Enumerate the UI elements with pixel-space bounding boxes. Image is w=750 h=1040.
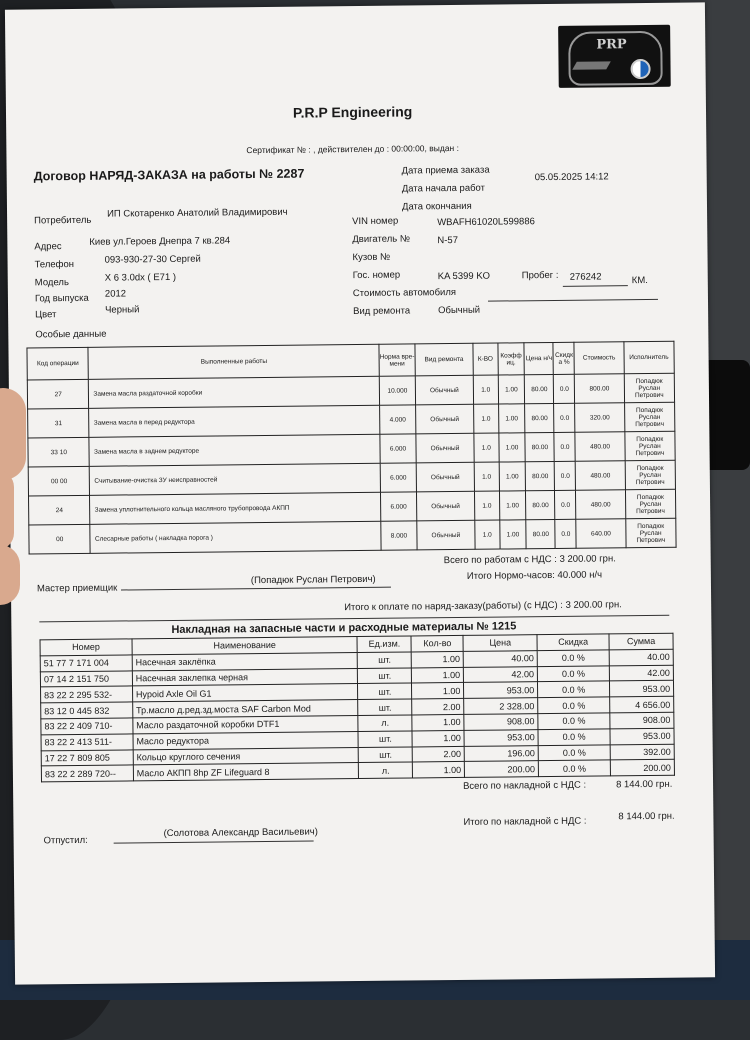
works-hours-total: Итого Нормо-часов: 40.000 н/ч <box>466 569 603 582</box>
cell-sum: 200.00 <box>610 760 674 776</box>
cell-discount: 0.0 % <box>538 681 610 698</box>
phone-label: Телефон <box>34 258 75 271</box>
car-cost-label: Стоимость автомобиля <box>352 286 457 300</box>
mileage-unit: КМ. <box>631 274 648 287</box>
mileage-label: Пробег : <box>521 269 559 282</box>
col-discount: Скидк а % <box>553 342 574 374</box>
engine-label: Двигатель № <box>352 233 411 246</box>
cell-discount: 0.0 <box>554 374 575 403</box>
cell-qty: 1.0 <box>474 462 499 491</box>
cell-discount: 0.0 <box>555 519 576 548</box>
car-cost-underline <box>488 299 658 302</box>
plate-value: KA 5399 KO <box>437 270 491 283</box>
repair-type-value: Обычный <box>438 304 481 317</box>
parts-total-value: 8 144.00 грн. <box>616 778 673 791</box>
cell-price: 80.00 <box>525 374 554 403</box>
year-value: 2012 <box>104 288 127 300</box>
cell-name: Кольцо круглого сечения <box>133 747 359 765</box>
col-name: Наименование <box>132 637 358 655</box>
cell-price: 80.00 <box>525 403 554 432</box>
col-discount: Скидка <box>537 634 609 651</box>
work-order-document <box>5 2 715 984</box>
col-qty: К-ВО <box>473 343 498 375</box>
cell-name: Насечная заклёпка <box>132 652 358 670</box>
cell-coef: 1.00 <box>499 491 526 520</box>
cell-price: 908.00 <box>464 714 538 731</box>
cell-name: Тр.масло д.ред.зд.моста SAF Carbon Mod <box>132 700 358 718</box>
cell-code: 00 <box>29 524 91 554</box>
col-cost: Стоимость <box>574 342 624 375</box>
cell-work: Замена масла раздаточной коробки <box>89 376 380 408</box>
cell-number: 07 14 2 151 750 <box>40 670 132 687</box>
cell-coef: 1.00 <box>498 375 525 404</box>
cell-price: 40.00 <box>463 650 537 667</box>
vin-label: VIN номер <box>352 215 399 228</box>
issued-by-name: (Солотова Александр Васильевич) <box>163 826 318 840</box>
cell-sum: 908.00 <box>610 712 674 728</box>
logo-m-stripes-icon <box>572 61 611 69</box>
cell-discount: 0.0 % <box>538 760 610 777</box>
cell-coef: 1.00 <box>499 520 526 549</box>
cell-worker: Попадюк Руслан Петрович <box>625 460 676 490</box>
cell-coef: 1.00 <box>498 404 525 433</box>
company-name: P.R.P Engineering <box>292 103 413 121</box>
cell-code: 31 <box>28 408 90 438</box>
cell-number: 83 22 2 295 532- <box>41 686 133 703</box>
cell-norm: 8.000 <box>381 521 417 550</box>
col-work: Выполненные работы <box>88 344 379 379</box>
address-label: Адрес <box>34 241 62 253</box>
engine-value: N-57 <box>437 234 459 247</box>
cell-price: 2 328.00 <box>464 698 538 715</box>
parts-invoice-title: Накладная на запасные части и расходные материалы № 1215 <box>171 620 517 636</box>
cell-name: Насечная заклепка черная <box>132 668 358 686</box>
cell-work: Слесарные работы ( накладка порога ) <box>90 521 381 553</box>
cell-norm: 6.000 <box>380 463 416 492</box>
cell-name: Hypoid Axle Oil G1 <box>132 684 358 702</box>
cell-price: 80.00 <box>526 461 555 490</box>
cell-price: 200.00 <box>465 761 539 778</box>
cell-code: 33 10 <box>28 437 90 467</box>
issued-by-label: Отпустил: <box>43 834 88 847</box>
cell-discount: 0.0 % <box>538 744 610 761</box>
cell-cost: 480.00 <box>575 432 624 462</box>
cell-unit: шт. <box>358 668 412 684</box>
cell-price: 80.00 <box>525 432 554 461</box>
finger <box>0 470 14 550</box>
grand-total-value: 8 144.00 грн. <box>618 810 675 823</box>
contract-title: Договор НАРЯД-ЗАКАЗА на работы № 2287 <box>33 166 305 184</box>
cell-sum: 4 656.00 <box>610 696 674 712</box>
cell-qty: 1.0 <box>473 375 498 404</box>
phone-value: 093-930-27-30 Сергей <box>104 253 201 266</box>
year-label: Год выпуска <box>34 292 89 305</box>
grand-total-label: Итого по накладной с НДС : <box>463 815 587 828</box>
cell-discount: 0.0 <box>554 403 575 432</box>
cell-unit: шт. <box>359 747 413 763</box>
cell-sum: 953.00 <box>610 681 674 697</box>
table-row <box>29 518 676 554</box>
mileage-value: 276242 <box>569 271 602 283</box>
cell-number: 83 22 2 413 511- <box>41 734 133 751</box>
plate-label: Гос. номер <box>352 269 401 282</box>
cell-type: Обычный <box>416 433 474 463</box>
special-data-label: Особые данные <box>35 328 107 341</box>
mileage-underline <box>563 285 628 287</box>
cell-unit: шт. <box>358 699 412 715</box>
cell-type: Обычный <box>415 375 473 405</box>
cell-work: Замена масла в заднем редукторе <box>89 434 380 466</box>
order-pay-total: Итого к оплате по наряд-заказу(работы) (с НДС) : 3 200.00 грн. <box>344 599 622 614</box>
cell-type: Обычный <box>417 520 475 550</box>
cell-unit: шт. <box>358 731 412 747</box>
col-repair-type: Вид ремонта <box>415 343 473 376</box>
col-unit: Ед.изм. <box>357 636 411 652</box>
cell-qty: 1.00 <box>412 730 464 746</box>
parts-total-label: Всего по накладной с НДС : <box>463 779 587 792</box>
cell-name: Масло раздаточной коробки DTF1 <box>133 716 359 734</box>
cell-type: Обычный <box>416 462 474 492</box>
cell-price: 42.00 <box>464 666 538 683</box>
cell-sum: 42.00 <box>609 665 673 681</box>
cell-unit: шт. <box>358 652 412 668</box>
cell-qty: 1.00 <box>412 651 464 667</box>
col-number: Номер <box>40 639 132 656</box>
cell-discount: 0.0 % <box>537 665 609 682</box>
cell-unit: л. <box>358 715 412 731</box>
cell-qty: 1.0 <box>474 433 499 462</box>
cell-number: 83 12 0 445 832 <box>41 702 133 719</box>
cell-type: Обычный <box>415 404 473 434</box>
model-value: X 6 3.0dx ( E71 ) <box>104 271 177 284</box>
model-label: Модель <box>34 277 69 289</box>
col-price: Цена н/ч <box>524 342 553 374</box>
consumer-label: Потребитель <box>34 214 92 227</box>
cell-code: 27 <box>27 379 89 409</box>
cell-cost: 640.00 <box>576 519 625 549</box>
received-date-value: 05.05.2025 14:12 <box>534 171 609 184</box>
cell-cost: 480.00 <box>576 461 625 491</box>
cell-number: 51 77 7 171 004 <box>40 655 132 672</box>
cell-qty: 2.00 <box>412 746 464 762</box>
cell-qty: 1.00 <box>412 714 464 730</box>
cell-norm: 6.000 <box>381 492 417 521</box>
address-value: Киев ул.Героев Днепра 7 кв.284 <box>89 235 231 248</box>
cell-discount: 0.0 % <box>538 713 610 730</box>
master-label: Мастер приемщик <box>36 582 118 595</box>
cell-type: Обычный <box>416 491 474 521</box>
company-logo <box>558 25 671 88</box>
col-worker: Исполнитель <box>624 341 675 374</box>
vin-value: WBAFH61020L599886 <box>437 216 535 229</box>
color-label: Цвет <box>35 309 57 321</box>
cell-norm: 6.000 <box>380 434 416 463</box>
cell-discount: 0.0 % <box>537 650 609 667</box>
issued-signature-line <box>114 841 314 844</box>
master-signature-line <box>121 587 391 591</box>
end-date-label: Дата окончания <box>401 200 472 213</box>
color-value: Черный <box>105 304 140 316</box>
bmw-roundel-icon <box>630 59 650 79</box>
parts-table <box>40 633 675 783</box>
works-total: Всего по работам с НДС : 3 200.00 грн. <box>443 553 616 567</box>
cell-qty: 1.0 <box>474 491 499 520</box>
cell-worker: Попадюк Руслан Петрович <box>624 431 675 461</box>
cell-work: Считывание-очистка ЗУ неисправностей <box>90 463 381 495</box>
received-date-label: Дата приема заказа <box>401 164 490 177</box>
cell-number: 83 22 2 409 710- <box>41 718 133 735</box>
cell-discount: 0.0 % <box>538 697 610 714</box>
cell-worker: Попадюк Руслан Петрович <box>625 518 676 548</box>
cell-number: 17 22 7 809 805 <box>41 749 133 766</box>
col-sum: Сумма <box>609 633 673 649</box>
cell-cost: 320.00 <box>575 403 624 433</box>
col-coef: Коэфф иц. <box>497 343 524 375</box>
cell-price: 953.00 <box>464 729 538 746</box>
cell-norm: 10.000 <box>379 376 415 405</box>
logo-text: PRP <box>596 37 627 53</box>
cell-cost: 800.00 <box>575 374 624 404</box>
cell-qty: 1.00 <box>412 667 464 683</box>
cell-sum: 953.00 <box>610 728 674 744</box>
cell-discount: 0.0 <box>554 432 575 461</box>
cell-name: Масло редуктора <box>133 731 359 749</box>
cell-work: Замена масла в перед редуктора <box>89 405 380 437</box>
cell-discount: 0.0 % <box>538 729 610 746</box>
cell-norm: 4.000 <box>380 405 416 434</box>
cell-qty: 1.0 <box>474 404 499 433</box>
body-label: Кузов № <box>352 251 391 264</box>
repair-type-label: Вид ремонта <box>353 305 411 318</box>
cell-discount: 0.0 <box>555 490 576 519</box>
cell-price: 80.00 <box>526 519 555 548</box>
cell-code: 24 <box>29 495 91 525</box>
cell-cost: 480.00 <box>576 490 625 520</box>
col-norm: Норма вре-мени <box>379 344 415 376</box>
consumer-value: ИП Скотаренко Анатолий Владимирович <box>107 206 288 220</box>
cell-coef: 1.00 <box>499 462 526 491</box>
cell-qty: 1.00 <box>412 683 464 699</box>
works-table <box>26 341 676 555</box>
col-qty: Кол-во <box>411 635 463 651</box>
cell-unit: шт. <box>358 683 412 699</box>
cell-price: 953.00 <box>464 682 538 699</box>
cell-worker: Попадюк Руслан Петрович <box>624 402 675 432</box>
cell-unit: л. <box>359 762 413 778</box>
start-date-label: Дата начала работ <box>401 182 486 195</box>
master-name: (Попадюк Руслан Петрович) <box>250 573 376 587</box>
cell-price: 196.00 <box>464 745 538 762</box>
cell-discount: 0.0 <box>555 461 576 490</box>
certificate-line: Сертификат № : , действителен до : 00:00:00, выдан : <box>246 142 460 156</box>
cell-name: Масло АКПП 8hp ZF Lifeguard 8 <box>133 763 359 781</box>
cell-number: 83 22 2 289 720-- <box>41 765 133 782</box>
cell-qty: 1.0 <box>475 520 500 549</box>
cell-work: Замена уплотнительного кольца масляного трубопровода АКПП <box>90 492 381 524</box>
col-price: Цена <box>463 635 537 652</box>
col-code: Код операции <box>27 347 89 380</box>
cell-sum: 40.00 <box>609 649 673 665</box>
cell-worker: Попадюк Руслан Петрович <box>624 373 675 403</box>
cell-price: 80.00 <box>526 490 555 519</box>
cell-qty: 2.00 <box>412 699 464 715</box>
cell-qty: 1.00 <box>413 762 465 778</box>
cell-coef: 1.00 <box>498 433 525 462</box>
cell-sum: 392.00 <box>610 744 674 760</box>
cell-worker: Попадюк Руслан Петрович <box>625 489 676 519</box>
cell-code: 00 00 <box>28 466 90 496</box>
thumb <box>0 388 26 480</box>
